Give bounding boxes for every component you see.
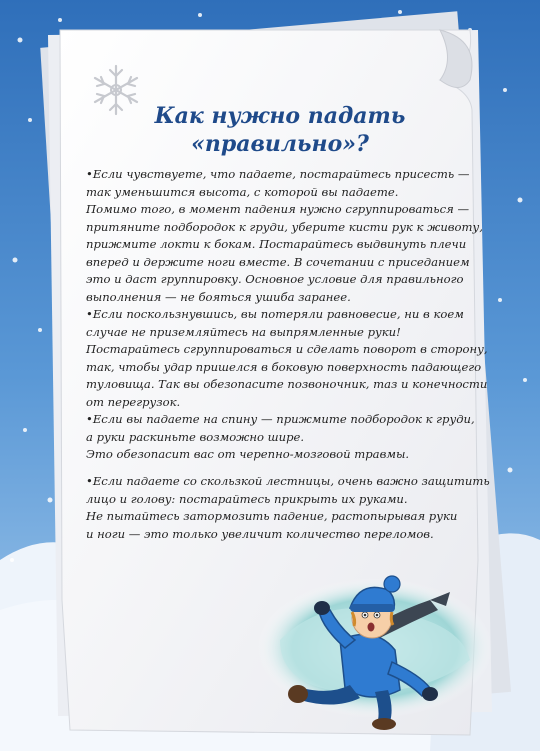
text-line: •Если чувствуете, что падаете, постарайтесь присесть — [86, 167, 470, 181]
paragraph-3 [86, 411, 506, 464]
text-line: Помимо того, в момент падения нужно сгруппироваться — [86, 202, 470, 216]
text-line: лицо и голову: постарайтесь прикрыть их руками. [86, 491, 408, 506]
page-title [150, 102, 410, 158]
text-line: •Если поскользнувшись, вы потеряли равновесие, ни в коем [86, 307, 464, 321]
paragraph-1 [86, 166, 506, 306]
text-line: выполнения — не бояться ушиба заранее. [86, 289, 351, 304]
title-line-1: Как нужно падать [154, 103, 406, 129]
text-line: Это обезопасит вас от черепно-мозговой травмы. [86, 447, 410, 461]
text-line: это и даст группировку. Основное условие для правильного [86, 272, 464, 286]
title-line-2: «правильно»? [191, 131, 369, 157]
text-line: притяните подбородок к груди, уберите кисти рук к животу, [86, 219, 483, 234]
paragraph-2 [86, 306, 506, 411]
text-line: от перегрузок. [86, 394, 181, 409]
boy-slipping-illustration [280, 570, 480, 730]
text-line: прижмите локти к бокам. Постарайтесь выдвинуть плечи [86, 237, 467, 251]
text-line: Постарайтесь сгруппироваться и сделать поворот в сторону, [86, 342, 488, 356]
text-line: так уменьшится высота, с которой вы падаете. [86, 184, 399, 199]
paragraph-4 [86, 473, 506, 543]
text-line: туловища. Так вы обезопасите позвоночник, таз и конечности [86, 377, 488, 391]
text-line: Не пытайтесь затормозить падение, растопырывая руки [86, 509, 458, 523]
text-line: так, чтобы удар пришелся в боковую поверхность падающего [86, 359, 482, 374]
text-line: и ноги — это только увеличит количество переломов. [86, 526, 434, 541]
text-line: случае не приземляйтесь на выпрямленные руки! [86, 324, 401, 339]
text-line: •Если вы падаете на спину — прижмите подбородок к груди, [86, 412, 475, 426]
text-line: а руки раскиньте возможно шире. [86, 429, 305, 444]
text-line: •Если падаете со скользкой лестницы, очень важно защитить [86, 474, 490, 488]
text-line: вперед и держите ноги вместе. В сочетании с приседанием [86, 254, 470, 269]
snowflake-icon [88, 62, 144, 118]
